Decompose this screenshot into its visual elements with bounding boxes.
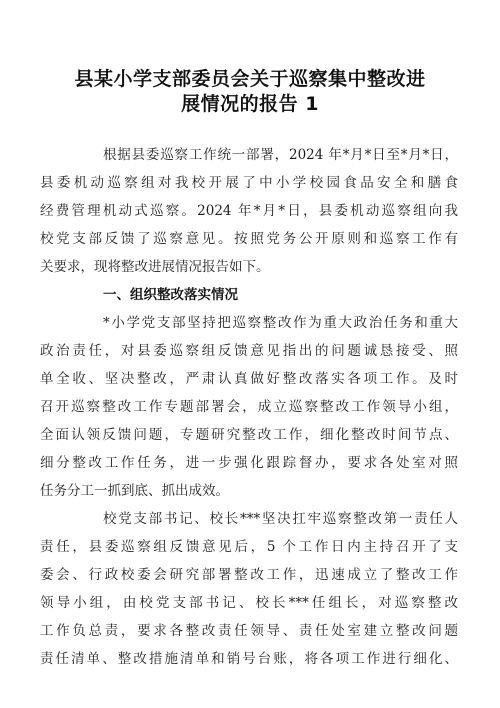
- paragraph-line: 工作负总责，要求各整改责任领导、责任处室建立整改问题: [40, 623, 458, 639]
- document-title-line-2: 展情况的报告 1: [181, 93, 319, 115]
- paragraph-line: 召开巡察整改工作专题部署会，成立巡察整改工作领导小组，: [40, 399, 458, 415]
- paragraph-line: 关要求，现将整改进展情况报告如下。: [40, 259, 270, 275]
- paragraph-line: 根据县委巡察工作统一部署，2024 年*月*日至*月*日，: [103, 147, 458, 163]
- paragraph-line: 校党支部书记、校长***坚决扛牢巡察整改第一责任人: [103, 511, 458, 527]
- paragraph-line: 领导小组，由校党支部书记、校长***任组长，对巡察整改: [40, 595, 458, 611]
- paragraph-line: 责任，县委巡察组反馈意见后，5 个工作日内主持召开了支: [40, 539, 458, 555]
- paragraph-line: 全面认领反馈问题，专题研究整改工作，细化整改时间节点、: [40, 427, 458, 443]
- paragraph-line: *小学党支部坚持把巡察整改作为重大政治任务和重大: [103, 315, 458, 331]
- paragraph-line: 细分整改工作任务，进一步强化跟踪督办，要求各处室对照: [40, 455, 458, 471]
- paragraph-line: 任务分工一抓到底、抓出成效。: [40, 483, 229, 499]
- paragraph-line: 政治责任，对县委巡察组反馈意见指出的问题诚恳接受、照: [40, 343, 458, 359]
- paragraph-line: 责任清单、整改措施清单和销号台账，将各项工作进行细化、: [40, 651, 458, 667]
- paragraph-line: 经费管理机动式巡察。2024 年*月*日，县委机动巡察组向我: [40, 203, 458, 219]
- section-heading: 一、组织整改落实情况: [103, 287, 238, 303]
- document-title-line-1: 县某小学支部委员会关于巡察集中整改进: [74, 68, 426, 90]
- paragraph-line: 县委机动巡察组对我校开展了中小学校园食品安全和膳食: [40, 175, 458, 191]
- paragraph-line: 校党支部反馈了巡察意见。按照党务公开原则和巡察工作有: [40, 231, 458, 247]
- paragraph-line: 委会、行政校委会研究部署整改工作，迅速成立了整改工作: [40, 567, 458, 583]
- paragraph-line: 单全收、坚决整改，严肃认真做好整改落实各项工作。及时: [40, 371, 458, 387]
